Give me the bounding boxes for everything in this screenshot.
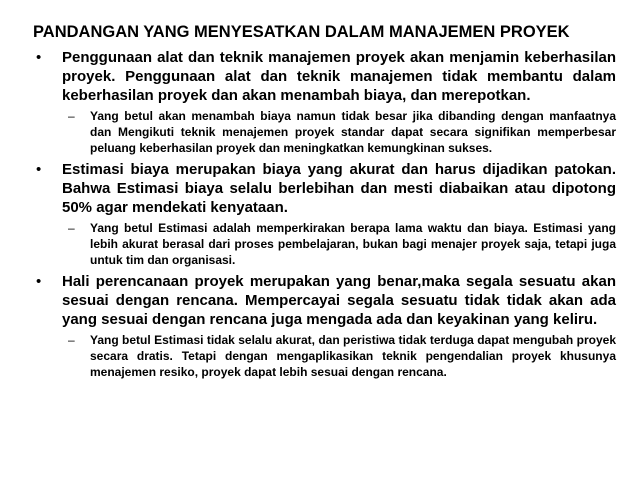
- sub-bullet-item-3: [33, 332, 616, 380]
- dash-icon: –: [68, 333, 75, 347]
- sub-bullet-item-2: [33, 220, 616, 268]
- bullet-text: Estimasi biaya merupakan biaya yang akurat dan harus dijadikan patokan. Bahwa Estimasi biaya selalu berlebihan dan mesti diabaikan atau dipotong 50% agar mendekati kenyataan.: [62, 161, 616, 216]
- sub-bullet-item-1: [33, 108, 616, 156]
- bullet-icon: •: [36, 161, 42, 178]
- dash-icon: –: [68, 221, 75, 235]
- sub-bullet-text: Yang betul Estimasi tidak selalu akurat, dan peristiwa tidak terduga dapat mengubah proyek secara dratis. Tetapi dengan mengaplikasikan teknik pengendalian proyek khusunya menajemen resiko, proyek dapat lebih sesuai dengan rencana.: [90, 333, 616, 379]
- bullet-icon: •: [36, 49, 42, 66]
- sub-bullet-text: Yang betul Estimasi adalah memperkirakan berapa lama waktu dan biaya. Estimasi yang lebih akurat berasal dari proses pembelajaran, bukan bagi menajer proyek saja, tetapi juga untuk tim dan organisasi.: [90, 221, 616, 267]
- bullet-icon: •: [36, 273, 42, 290]
- bullet-item-1: [33, 48, 616, 105]
- bullet-text: Hali perencanaan proyek merupakan yang benar,maka segala sesuatu akan sesuai dengan rencana. Mempercayai segala sesuatu tidak tidak akan ada yang sesuai dengan rencana juga mengada ada dan keyakinan yang keliru.: [62, 273, 616, 328]
- bullet-text: Penggunaan alat dan teknik manajemen proyek akan menjamin keberhasilan proyek. Penggunaan alat dan teknik manajemen tidak membantu dalam keberhasilan proyek dan akan menambah biaya, dan merepotkan.: [62, 49, 616, 104]
- bullet-item-2: [33, 160, 616, 217]
- sub-bullet-text: Yang betul akan menambah biaya namun tidak besar jika dibanding dengan manfaatnya dan Mengikuti teknik menajemen proyek standar dapat secara signifikan memperbesar peluang keberhasilan proyek dan meningkatkan kemungkinan sukses.: [90, 109, 616, 155]
- bullet-item-3: [33, 272, 616, 329]
- slide-title: PANDANGAN YANG MENYESATKAN DALAM MANAJEMEN PROYEK: [33, 23, 570, 41]
- dash-icon: –: [68, 109, 75, 123]
